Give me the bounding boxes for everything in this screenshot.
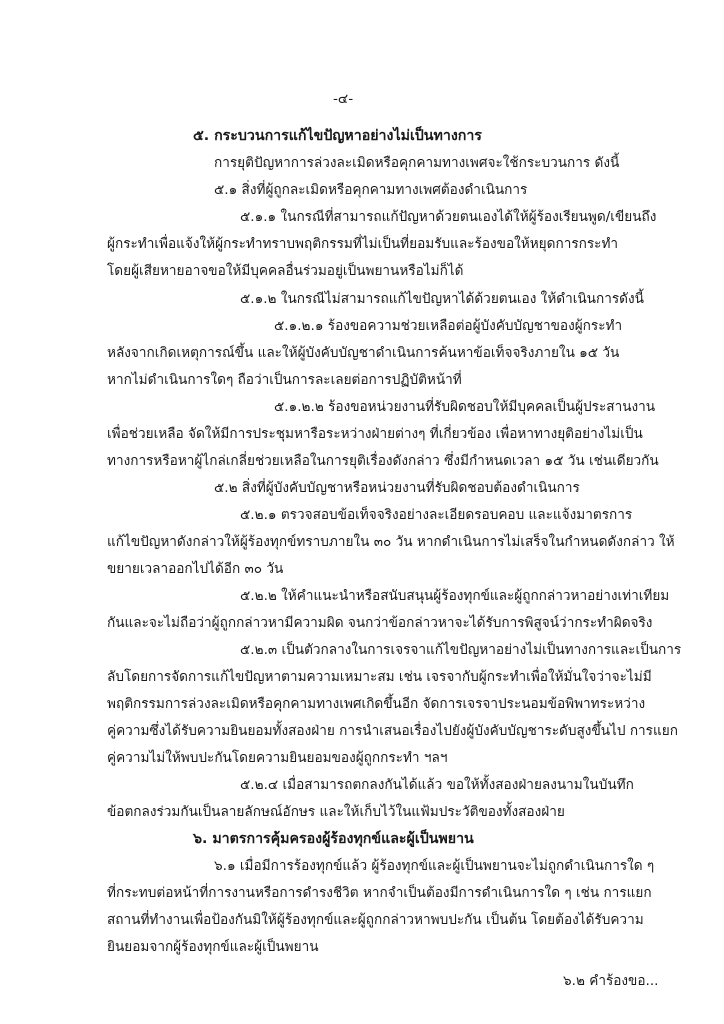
paragraph-line: ที่กระทบต่อหน้าที่การงานหรือการดำรงชีวิต หากจำเป็นต้องมีการดำเนินการใด ๆ เช่น การแยก [107,885,652,901]
paragraph-line: คู่ความไม่ให้พบปะกันโดยความยินยอมของผู้ถูกกระทำ ฯลฯ [107,750,448,766]
section-6-heading: ๖. มาตรการคุ้มครองผู้ร้องทุกข์และผู้เป็นพยาน [193,831,474,847]
paragraph-line: ข้อตกลงร่วมกันเป็นลายลักษณ์อักษร และให้เก็บไว้ในแฟ้มประวัติของทั้งสองฝ่าย [107,804,565,820]
section-5-heading: ๕. กระบวนการแก้ไขปัญหาอย่างไม่เป็นทางการ [193,128,482,144]
paragraph-line: เพื่อช่วยเหลือ จัดให้มีการประชุมหารือระหว่างฝ่ายต่างๆ ที่เกี่ยวข้อง เพื่อหาทางยุติอย่างไม่เป็น [107,426,643,442]
paragraph-line: แก้ไขปัญหาดังกล่าวให้ผู้ร้องทุกข์ทราบภายใน ๓๐ วัน หากดำเนินการไม่เสร็จในกำหนดดังกล่าว ให้ [107,534,675,550]
paragraph-line: ลับโดยการจัดการแก้ไขปัญหาตามความเหมาะสม เช่น เจรจากับผู้กระทำเพื่อให้มั่นใจว่าจะไม่มี [107,669,652,685]
paragraph-line: คู่ความซึ่งได้รับความยินยอมทั้งสองฝ่าย การนำเสนอเรื่องไปยังผู้บังคับบัญชาระดับสูงขึ้นไป การแยก [107,723,678,739]
paragraph-line: ๕.๑.๒.๒ ร้องขอหน่วยงานที่รับผิดชอบให้มีบุคคลเป็นผู้ประสานงาน [274,399,656,415]
continuation-note: ๖.๒ คำร้องขอ... [563,973,659,989]
paragraph-line: ๕.๒.๔ เมื่อสามารถตกลงกันได้แล้ว ขอให้ทั้งสองฝ่ายลงนามในบันทึก [240,777,634,793]
section-5-intro: การยุติปัญหาการล่วงละเมิดหรือคุกคามทางเพศจะใช้กระบวนการ ดังนี้ [214,155,620,171]
section-5-1-title: ๕.๑ สิ่งที่ผู้ถูกละเมิดหรือคุกคามทางเพศต้องดำเนินการ [214,182,528,198]
paragraph-line: ๕.๒.๓ เป็นตัวกลางในการเจรจาแก้ไขปัญหาอย่างไม่เป็นทางการและเป็นการ [240,642,682,658]
paragraph-line: ๕.๒.๑ ตรวจสอบข้อเท็จจริงอย่างละเอียดรอบคอบ และแจ้งมาตรการ [240,507,633,523]
paragraph-line: ผู้กระทำเพื่อแจ้งให้ผู้กระทำทราบพฤติกรรมที่ไม่เป็นที่ยอมรับและร้องขอให้หยุดการกระทำ [107,236,619,252]
page-number: -๔- [333,91,354,107]
paragraph-line: กันและจะไม่ถือว่าผู้ถูกกล่าวหามีความผิด จนกว่าข้อกล่าวหาจะได้รับการพิสูจน์ว่ากระทำผิดจริง [107,615,653,631]
paragraph-line: ขยายเวลาออกไปได้อีก ๓๐ วัน [107,561,284,577]
paragraph-line: หากไม่ดำเนินการใดๆ ถือว่าเป็นการละเลยต่อการปฏิบัติหน้าที่ [107,372,462,388]
paragraph-line: สถานที่ทำงานเพื่อป้องกันมิให้ผู้ร้องทุกข์และผู้ถูกกล่าวหาพบปะกัน เป็นต้น โดยต้องได้รับความ [107,912,644,928]
section-5-1-2: ๕.๑.๒ ในกรณีไม่สามารถแก้ไขปัญหาได้ด้วยตนเอง ให้ดำเนินการดังนี้ [240,291,644,307]
paragraph-line: ทางการหรือหาผู้ไกล่เกลี่ยช่วยเหลือในการยุติเรื่องดังกล่าว ซึ่งมีกำหนดเวลา ๑๕ วัน เช่นเดียวกัน [107,453,659,469]
paragraph-line: ๕.๑.๑ ในกรณีที่สามารถแก้ปัญหาด้วยตนเองได้ให้ผู้ร้องเรียนพูด/เขียนถึง [240,209,657,225]
paragraph-line: ยินยอมจากผู้ร้องทุกข์และผู้เป็นพยาน [107,939,319,955]
paragraph-line: ๕.๑.๒.๑ ร้องขอความช่วยเหลือต่อผู้บังคับบัญชาของผู้กระทำ [274,318,623,334]
paragraph-line: หลังจากเกิดเหตุการณ์ขึ้น และให้ผู้บังคับบัญชาดำเนินการค้นหาข้อเท็จจริงภายใน ๑๕ วัน [107,345,620,361]
paragraph-line: โดยผู้เสียหายอาจขอให้มีบุคคลอื่นร่วมอยู่เป็นพยานหรือไม่ก็ได้ [107,263,464,279]
paragraph-line: พฤติกรรมการล่วงละเมิดหรือคุกคามทางเพศเกิดขึ้นอีก จัดการเจรจาประนอมข้อพิพาทระหว่าง [107,696,646,712]
paragraph-line: ๕.๒.๒ ให้คำแนะนำหรือสนับสนุนผู้ร้องทุกข์และผู้ถูกกล่าวหาอย่างเท่าเทียม [240,588,670,604]
section-5-2-title: ๕.๒ สิ่งที่ผู้บังคับบัญชาหรือหน่วยงานที่รับผิดชอบต้องดำเนินการ [214,480,580,496]
paragraph-line: ๖.๑ เมื่อมีการร้องทุกข์แล้ว ผู้ร้องทุกข์และผู้เป็นพยานจะไม่ถูกดำเนินการใด ๆ [214,858,655,874]
